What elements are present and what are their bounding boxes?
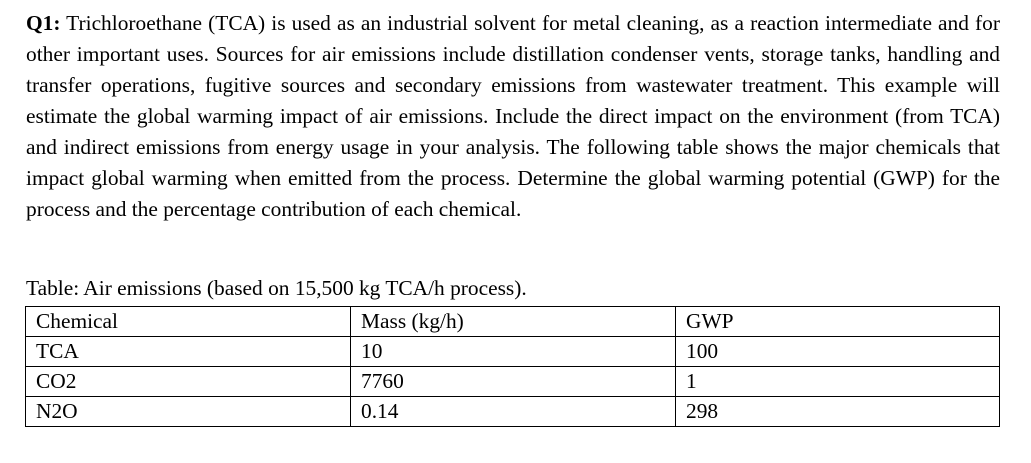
table-row bbox=[26, 337, 1000, 367]
cell-chemical: CO2 bbox=[26, 367, 351, 397]
table-row bbox=[26, 397, 1000, 427]
table-row bbox=[26, 367, 1000, 397]
question-paragraph bbox=[26, 8, 1000, 225]
question-label: Q1: bbox=[26, 11, 61, 35]
cell-mass: 10 bbox=[351, 337, 676, 367]
question-text: Trichloroethane (TCA) is used as an industrial solvent for metal cleaning, as a reaction intermediate and for other important uses. Sources for air emissions include distillation condenser vents, storage tanks, handling and transfer operations, fugitive sources and secondary emissions from wastewater treatment. This example will estimate the global warming impact of air emissions. Include the direct impact on the environment (from TCA) and indirect emissions from energy usage in your analysis. The following table shows the major chemicals that impact global warming when emitted from the process. Determine the global warming potential (GWP) for the process and the percentage contribution of each chemical. bbox=[26, 11, 1000, 221]
header-chemical: Chemical bbox=[26, 307, 351, 337]
air-emissions-table bbox=[25, 306, 1000, 427]
cell-chemical: TCA bbox=[26, 337, 351, 367]
cell-gwp: 298 bbox=[676, 397, 1000, 427]
cell-chemical: N2O bbox=[26, 397, 351, 427]
cell-mass: 7760 bbox=[351, 367, 676, 397]
table-caption: Table: Air emissions (based on 15,500 kg TCA/h process). bbox=[26, 276, 527, 300]
header-gwp: GWP bbox=[676, 307, 1000, 337]
cell-gwp: 1 bbox=[676, 367, 1000, 397]
cell-gwp: 100 bbox=[676, 337, 1000, 367]
table-header-row bbox=[26, 307, 1000, 337]
cell-mass: 0.14 bbox=[351, 397, 676, 427]
header-mass: Mass (kg/h) bbox=[351, 307, 676, 337]
